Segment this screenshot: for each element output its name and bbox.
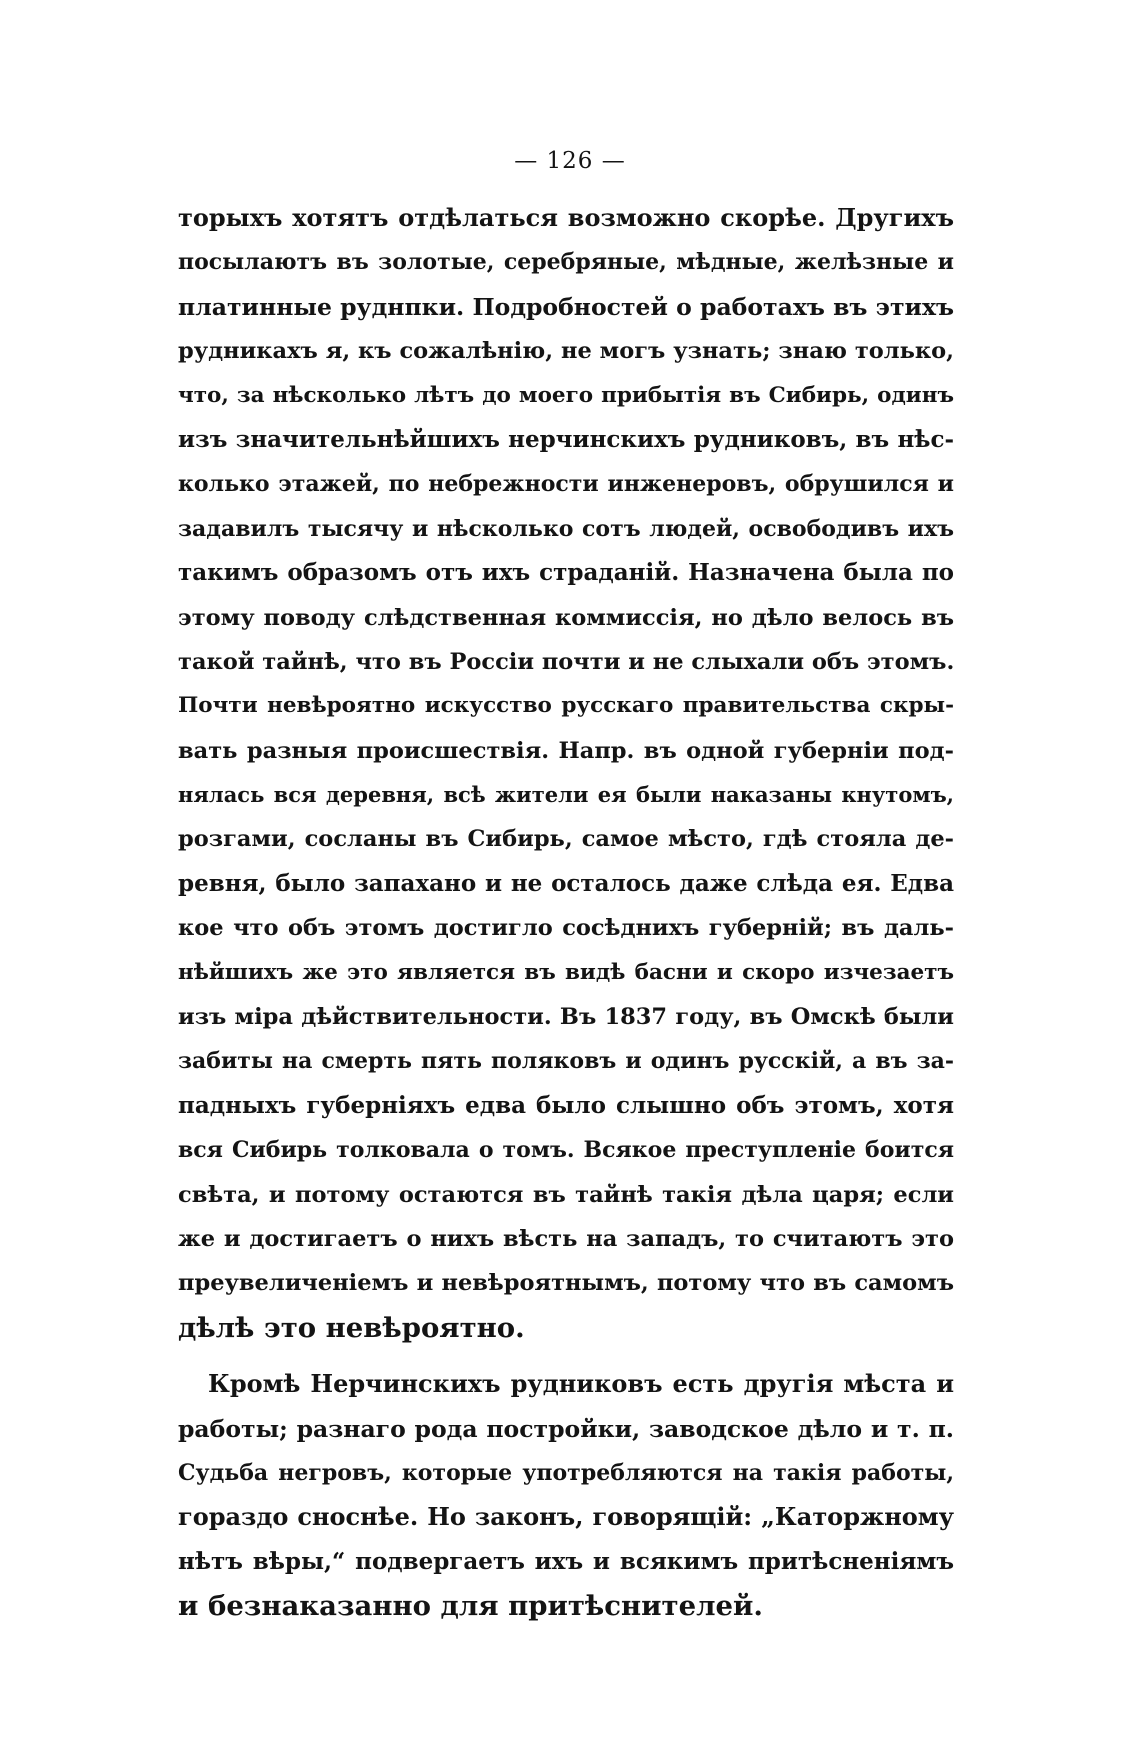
text-line: этому поводу слѣдственная коммиссія, но дѣло велось въ — [178, 604, 954, 631]
text-line: же и достигаетъ о нихъ вѣсть на западъ, то считаютъ это — [178, 1225, 954, 1252]
text-line: падныхъ губерніяхъ едва было слышно объ этомъ, хотя — [178, 1091, 954, 1119]
text-line: розгами, сосланы въ Сибирь, самое мѣсто, гдѣ стояла де- — [178, 826, 954, 853]
text-line: рудникахъ я, къ сожалѣнію, не могъ узнать; знаю только, — [178, 338, 954, 365]
text-line: Кромѣ Нерчинскихъ рудниковъ есть другія мѣста и — [208, 1369, 954, 1399]
text-line: свѣта, и потому остаются въ тайнѣ такія дѣла царя; если — [178, 1181, 954, 1208]
body-text — [178, 196, 954, 1629]
text-line: изъ значительнѣйшихъ нерчинскихъ рудниковъ, въ нѣс- — [178, 425, 954, 453]
paragraph-2 — [178, 1362, 954, 1628]
text-line: вать разныя происшествія. Напр. въ одной губерніи под- — [178, 737, 954, 764]
text-line: кое что объ этомъ достигло сосѣднихъ губерній; въ даль- — [178, 915, 954, 942]
text-line: такой тайнѣ, что въ Россіи почти и не слыхали объ этомъ. — [178, 648, 955, 675]
text-line: забиты на смерть пять поляковъ и одинъ русскій, а въ за- — [178, 1048, 954, 1075]
text-line: ревня, было запахано и не осталось даже слѣда ея. Едва — [178, 869, 954, 897]
text-line: нѣйшихъ же это является въ видѣ басни и скоро изчезаетъ — [178, 959, 954, 985]
text-line: такимъ образомъ отъ ихъ страданій. Назначена была по — [178, 559, 954, 587]
text-line: нѣтъ вѣры,“ подвергаетъ ихъ и всякимъ притѣсненіямъ — [178, 1547, 954, 1575]
text-line: что, за нѣсколько лѣтъ до моего прибытія въ Сибирь, одинъ — [178, 382, 954, 408]
text-line: преувеличеніемъ и невѣроятнымъ, потому что въ самомъ — [178, 1270, 954, 1297]
text-line: и безнаказанно для притѣснителей. — [178, 1590, 763, 1623]
text-line: дѣлѣ это невѣроятно. — [178, 1311, 525, 1344]
text-line: изъ міра дѣйствительности. Въ 1837 году, въ Омскѣ были — [178, 1004, 954, 1031]
text-line: Судьба негровъ, которые употребляются на такія работы, — [178, 1459, 954, 1486]
paragraph-1 — [178, 196, 954, 1350]
page-number: — 126 — — [514, 148, 626, 174]
text-line: торыхъ хотятъ отдѣлаться возможно скорѣе. Другихъ — [178, 203, 954, 232]
text-line: работы; разнаго рода постройки, заводское дѣло и т. п. — [178, 1414, 954, 1443]
text-line: Почти невѣроятно искусство русскаго правительства скры- — [178, 693, 954, 719]
text-line: колько этажей, по небрежности инженеровъ, обрушился и — [178, 471, 954, 498]
text-line: нялась вся деревня, всѣ жители ея были наказаны кнутомъ, — [178, 782, 954, 808]
text-line: посылаютъ въ золотые, серебряные, мѣдные, желѣзные и — [178, 249, 954, 276]
text-line: гораздо сноснѣе. Но законъ, говорящій: „Каторжному — [178, 1502, 954, 1532]
text-line: вся Сибирь толковала о томъ. Всякое преступленіе боится — [178, 1137, 954, 1164]
text-line: задавилъ тысячу и нѣсколько сотъ людей, освободивъ ихъ — [178, 515, 954, 542]
text-line: платинные руднпки. Подробностей о работахъ въ этихъ — [178, 292, 954, 321]
